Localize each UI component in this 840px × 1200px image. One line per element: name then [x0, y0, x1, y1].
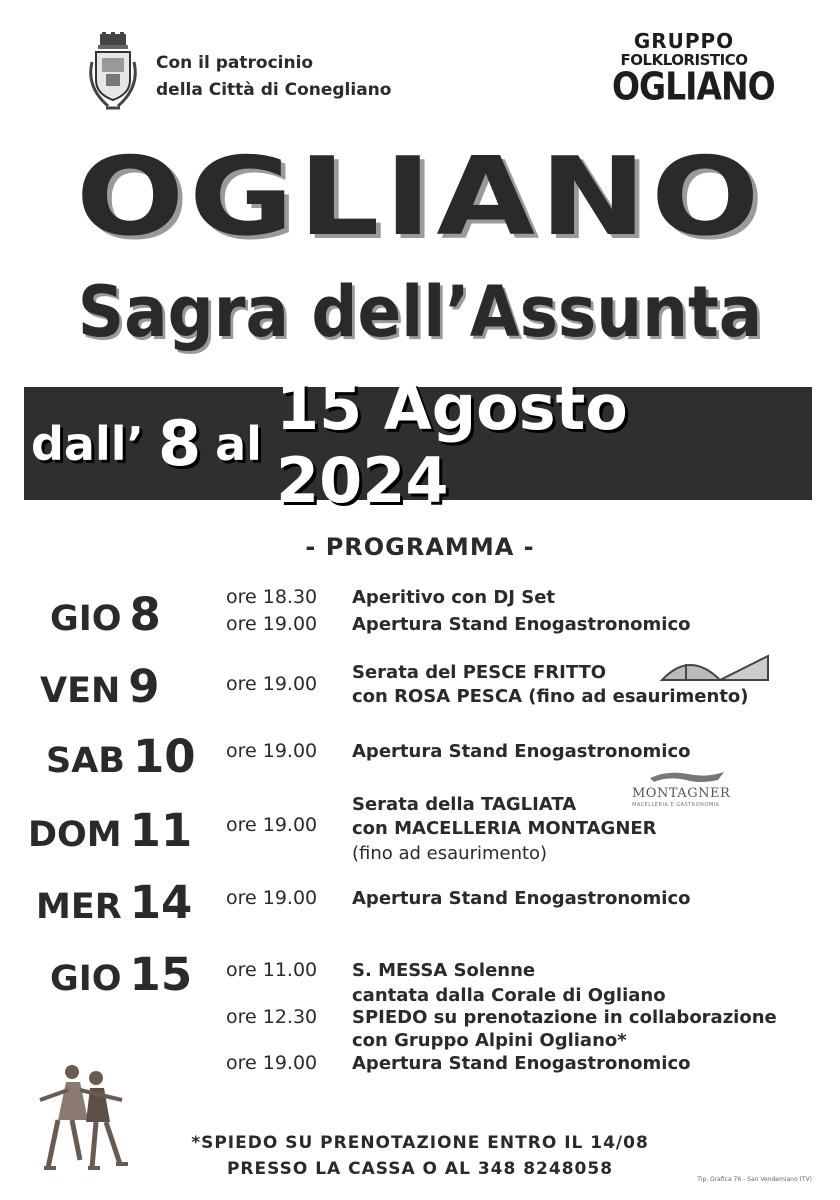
group-logo: [612, 29, 775, 109]
event-text: Apertura Stand Enogastronomico: [352, 888, 691, 909]
day-name: GIO: [50, 959, 122, 999]
patronage-text: [156, 50, 391, 104]
day-date: 14: [129, 876, 193, 929]
footer-line-1: *SPIEDO SU PRENOTAZIONE ENTRO IL 14/08: [191, 1133, 649, 1153]
montagner-logo: [632, 768, 736, 808]
group-logo-line-2: FOLKLORISTICO: [620, 51, 748, 69]
event-text: Apertura Stand Enogastronomico: [352, 741, 691, 762]
event-text: con Gruppo Alpini Ogliano*: [352, 1030, 627, 1051]
date-end: 15 Agosto 2024: [275, 370, 628, 517]
event-text: con ROSA PESCA (fino ad esaurimento): [352, 686, 749, 707]
event-text: Aperitivo con DJ Set: [352, 587, 556, 608]
event-title: OGLIANO: [75, 135, 765, 260]
event-text: Apertura Stand Enogastronomico: [352, 614, 691, 635]
day-name: DOM: [28, 815, 122, 855]
bull-logo-icon: [648, 768, 726, 784]
event-time: ore 11.00: [226, 959, 318, 981]
day-date: 10: [132, 730, 196, 783]
group-logo-line-1: GRUPPO: [633, 29, 735, 53]
event-time: ore 18.30: [226, 586, 318, 608]
program-day: [46, 730, 196, 783]
program-heading: - PROGRAMMA -: [305, 533, 535, 561]
date-middle: al: [215, 416, 262, 471]
program-day: [50, 948, 192, 1001]
event-text: Serata della TAGLIATA: [352, 794, 577, 815]
patronage-line-1: Con il patrocinio: [156, 53, 314, 73]
event-time: ore 12.30: [226, 1006, 318, 1028]
program-day: [36, 876, 192, 929]
day-date: 8: [129, 588, 161, 641]
event-text: S. MESSA Solenne: [352, 960, 536, 981]
program-day: [50, 588, 161, 641]
day-date: 15: [129, 948, 193, 1001]
day-name: SAB: [46, 741, 125, 781]
event-text: cantata dalla Corale di Ogliano: [352, 985, 666, 1006]
event-time: ore 19.00: [226, 1052, 318, 1074]
date-start: 8: [157, 407, 202, 480]
boat-logo-icon: [660, 654, 772, 684]
event-time: ore 19.00: [226, 740, 318, 762]
program-day: [40, 660, 160, 713]
event-text: (fino ad esaurimento): [352, 843, 548, 864]
event-time: ore 19.00: [226, 814, 318, 836]
montagner-logo-tagline: MACELLERIA E GASTRONOMIA: [632, 802, 720, 808]
printer-credit: Tip. Grafica 76 - San Vendemiano (TV): [697, 1176, 812, 1183]
day-name: MER: [36, 887, 122, 927]
program-day: [28, 804, 192, 857]
footer-note: [0, 1130, 840, 1182]
day-name: GIO: [50, 599, 122, 639]
event-text: Serata del PESCE FRITTO: [352, 662, 607, 683]
date-prefix: dall’: [31, 416, 144, 471]
patronage-line-2: della Città di Conegliano: [156, 80, 392, 100]
day-name: VEN: [40, 671, 121, 711]
day-date: 11: [129, 804, 193, 857]
day-date: 9: [128, 660, 160, 713]
event-time: ore 19.00: [226, 887, 318, 909]
footer-line-2: PRESSO LA CASSA O AL 348 8248058: [226, 1159, 614, 1179]
group-logo-line-3: OGLIANO: [612, 64, 775, 109]
event-text: Apertura Stand Enogastronomico: [352, 1053, 691, 1074]
montagner-logo-name: MONTAGNER: [632, 786, 731, 801]
event-text: con MACELLERIA MONTAGNER: [352, 818, 657, 839]
event-time: ore 19.00: [226, 613, 318, 635]
event-time: ore 19.00: [226, 673, 318, 695]
city-crest-icon: [86, 32, 140, 114]
event-subtitle: Sagra dell’Assunta: [77, 271, 763, 353]
date-banner: [24, 370, 812, 517]
event-text: SPIEDO su prenotazione in collaborazione: [352, 1007, 777, 1028]
